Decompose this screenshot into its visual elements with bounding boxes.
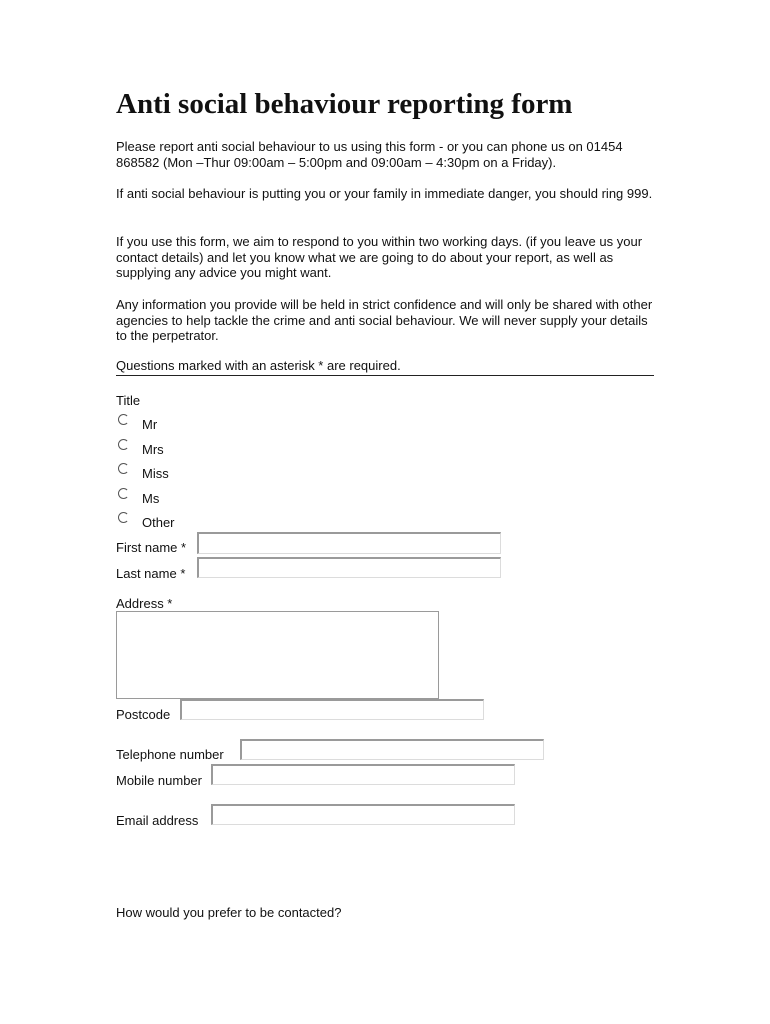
page-title: Anti social behaviour reporting form	[116, 88, 573, 120]
radio-label: Miss	[142, 466, 169, 481]
radio-button[interactable]	[118, 414, 129, 425]
last-name-label: Last name *	[116, 566, 186, 581]
title-label: Title	[116, 393, 141, 408]
last-name-input[interactable]	[197, 557, 501, 578]
telephone-input[interactable]	[240, 739, 544, 760]
radio-label: Other	[142, 515, 175, 530]
email-input[interactable]	[211, 804, 515, 825]
address-textarea[interactable]	[116, 611, 439, 699]
telephone-label: Telephone number	[116, 747, 224, 762]
radio-label: Mr	[142, 417, 158, 432]
email-label: Email address	[116, 813, 199, 828]
postcode-input[interactable]	[180, 699, 484, 720]
postcode-label: Postcode	[116, 707, 171, 722]
intro-paragraph-contact: Please report anti social behaviour to us using this form - or you can phone us on 01454 868582 (Mon –Thur 09:00am – 5:00pm and 09:00am – 4:30pm on a Friday).	[116, 139, 623, 170]
radio-button[interactable]	[118, 488, 129, 499]
radio-label: Ms	[142, 491, 160, 506]
radio-button[interactable]	[118, 463, 129, 474]
required-note: Questions marked with an asterisk * are required.	[116, 358, 654, 376]
intro-paragraph-response: If you use this form, we aim to respond to you within two working days. (if you leave us your contact details) and let you know what we are going to do about your report, as well as supplying any advice you might want.	[116, 234, 643, 280]
first-name-input[interactable]	[197, 532, 501, 554]
first-name-label: First name *	[116, 540, 187, 555]
mobile-label: Mobile number	[116, 773, 202, 788]
contact-preference-question: How would you prefer to be contacted?	[116, 905, 342, 920]
radio-button[interactable]	[118, 512, 129, 523]
address-label: Address *	[116, 596, 173, 611]
radio-button[interactable]	[118, 439, 129, 450]
intro-paragraph-danger: If anti social behaviour is putting you or your family in immediate danger, you should ring 999.	[116, 186, 653, 201]
mobile-input[interactable]	[211, 764, 515, 785]
intro-paragraph-confidentiality: Any information you provide will be held in strict confidence and will only be shared with other agencies to help tackle the crime and anti social behaviour. We will never supply your details to the perpetrator.	[116, 297, 653, 343]
radio-label: Mrs	[142, 442, 164, 457]
